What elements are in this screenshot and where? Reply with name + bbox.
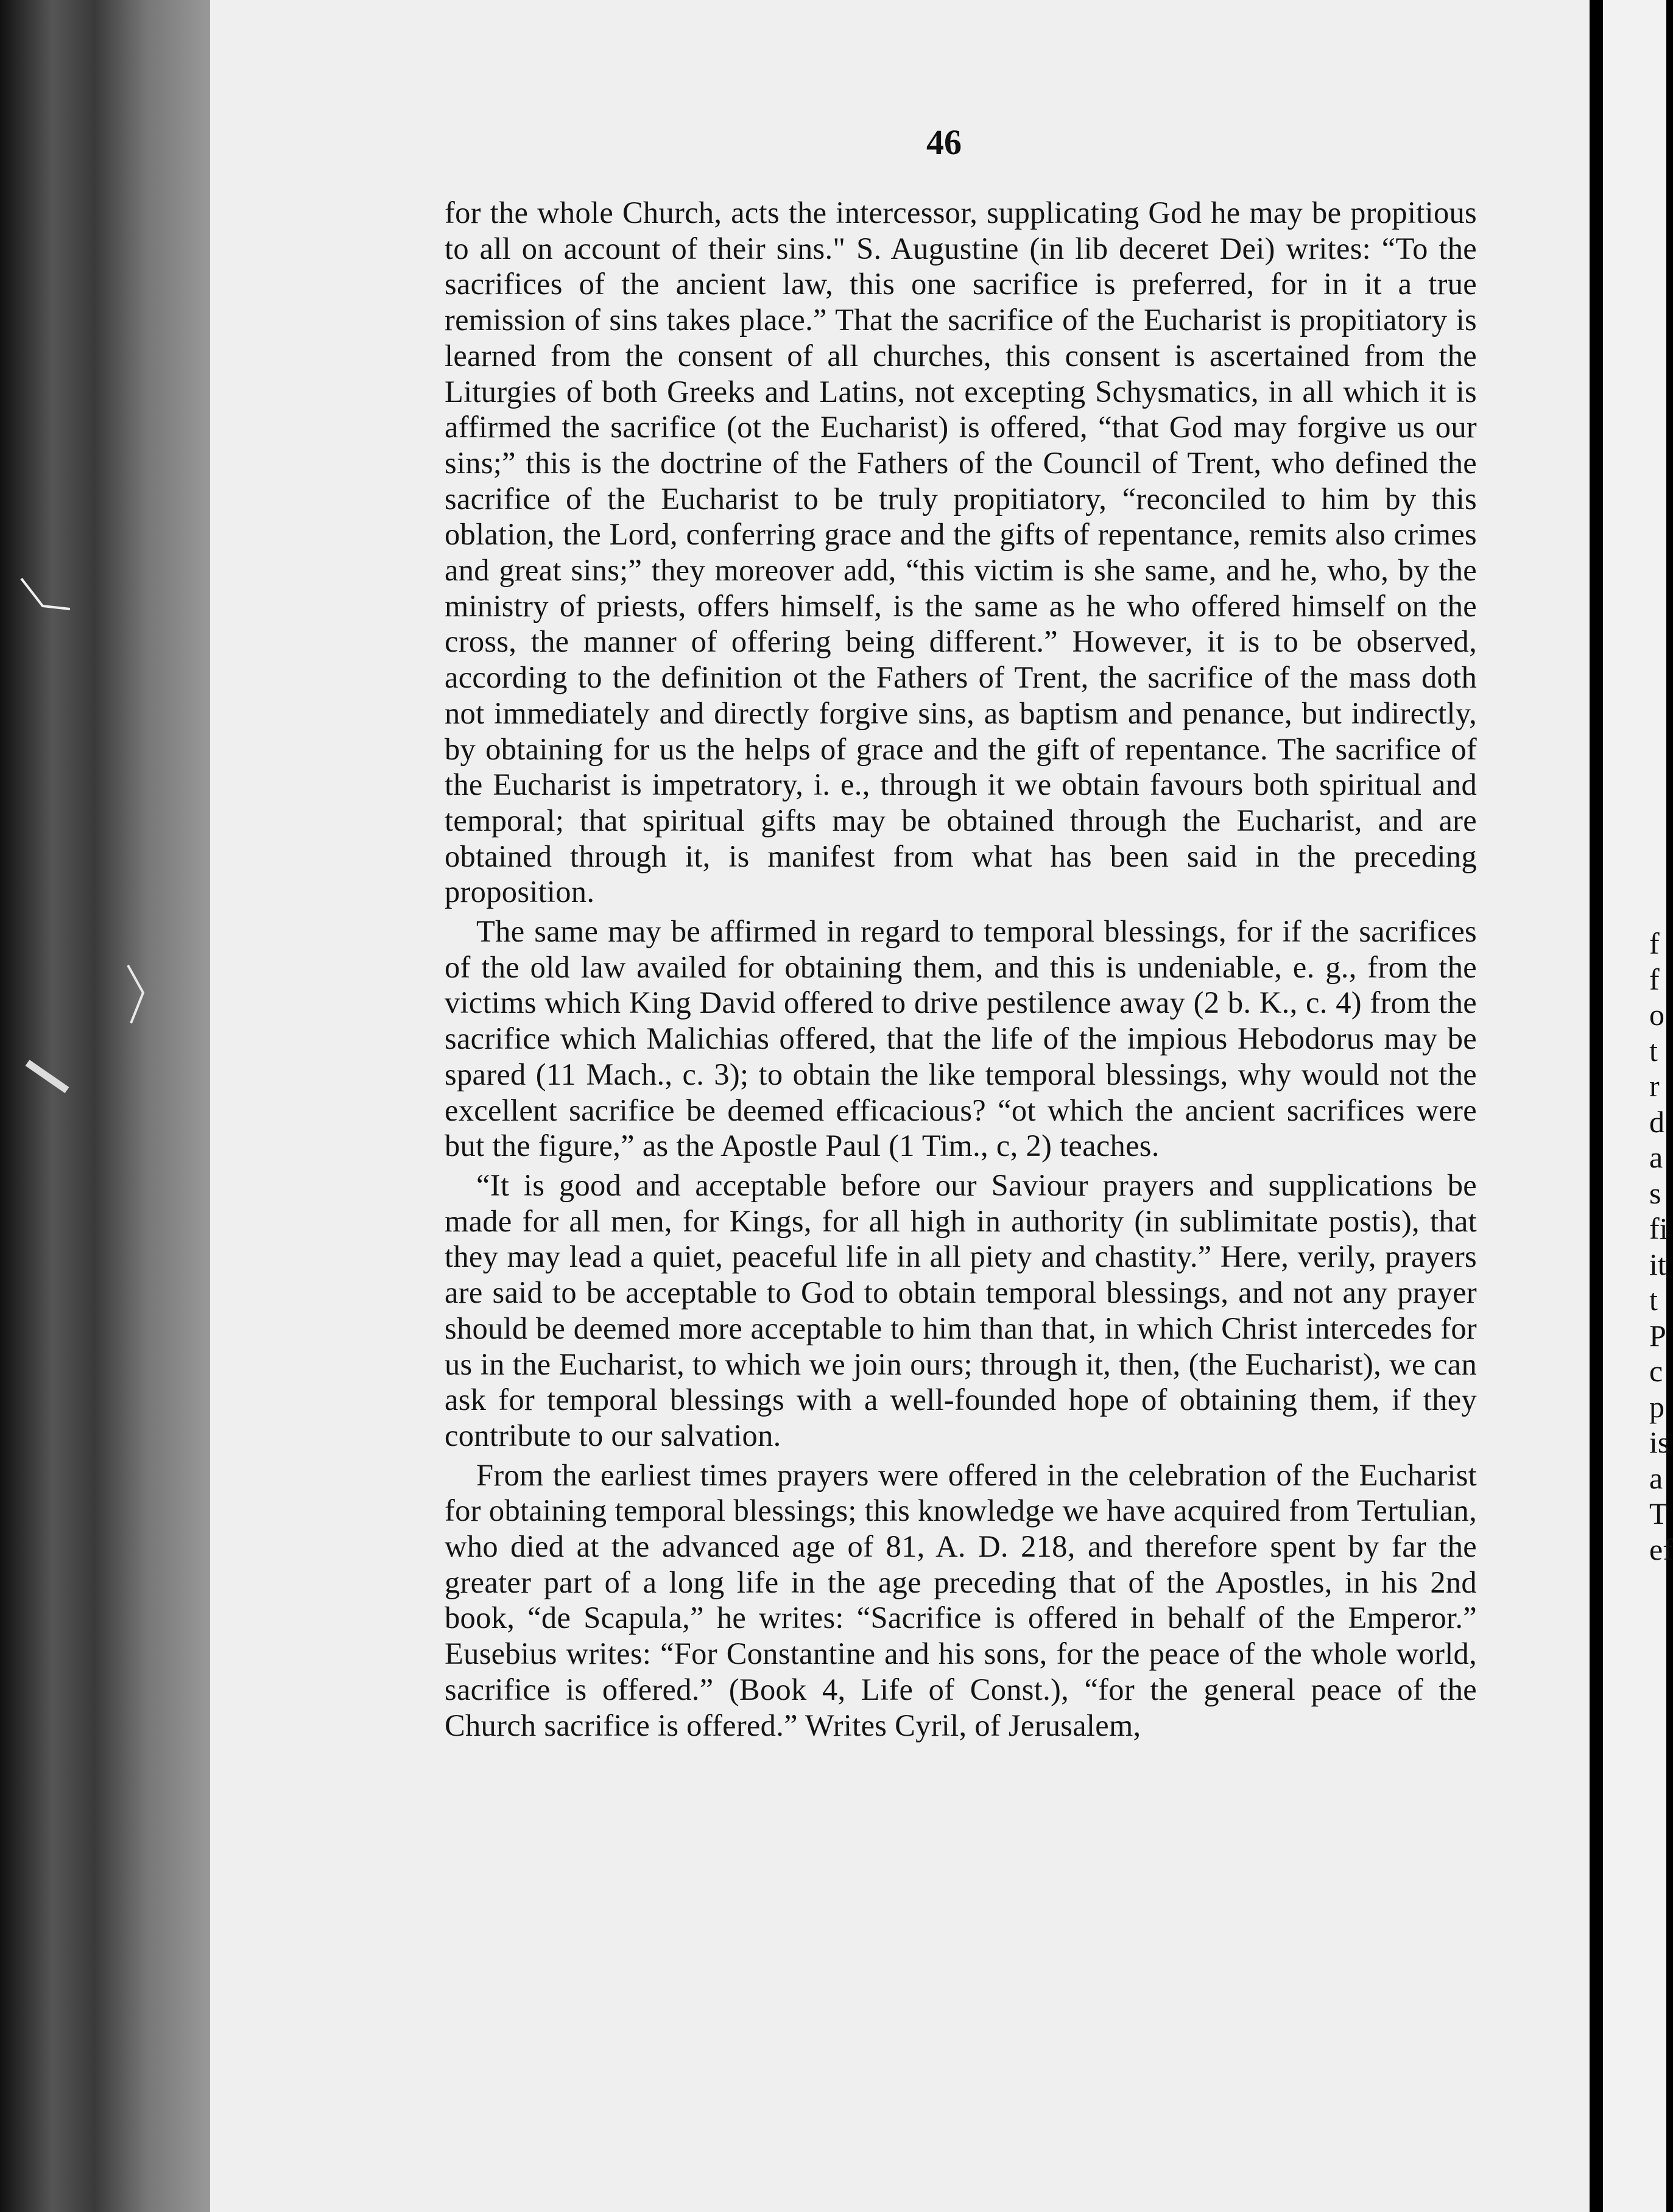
paragraph-2: The same may be affirmed in regard to temporal blessings, for if the sacrifices of the old law availed for obtaining them, and this is undeniable, e. g., from the victims which King David offered to drive pestilence away (2 b. K., c. 4) from the sacrifice which Malichias offered, that the life of the impious Hebodorus may be spared (11 Mach., c. 3); to obtain the like temporal blessings, why would not the excellent sacrifice be deemed efficacious? “ot which the ancient sacrifices were but the figure,” as the Apostle Paul (1 Tim., c, 2) teaches. — [445, 914, 1477, 1163]
facing-letter: c — [1649, 1354, 1663, 1388]
facing-page-letters — [1649, 926, 1673, 1567]
paragraph-1: for the whole Church, acts the intercessor, supplicating God he may be propitious to all on account of their sins." S. Augustine (in lib deceret Dei) writes: “To the sacrifices of the ancient law, this one sacrifice is preferred, for in it a true remission of sins takes place.” That the sacrifice of the Eucharist is propitiatory is learned from the consent of all churches, this consent is ascertained from the Liturgies of both Greeks and Latins, not excepting Schysmatics, in all which it is affirmed the sacrifice (ot the Eucharist) is offered, “that God may forgive us our sins;” this is the doctrine of the Fathers of the Council of Trent, who defined the sacrifice of the Eucharist to be truly propitiatory, “reconciled to him by this oblation, the Lord, conferring grace and the gifts of repentance, remits also crimes and great sins;” they moreover add, “this victim is she same, and he, who, by the ministry of priests, offers himself, is the same as he who offered himself on the cross, the manner of offering being different.” However, it is to be observed, according to the definition ot the Fathers of Trent, the sacrifice of the mass doth not immediately and directly forgive sins, as baptism and penance, but indirectly, by obtaining for us the helps of grace and the gift of repentance. The sacrifice of the Eucharist is impetratory, i. e., through it we obtain favours both spiritual and temporal; that spiritual gifts may be obtained through the Eucharist, and are obtained through it, is manifest from what has been said in the preceding proposition. — [445, 195, 1477, 909]
scan-crease-mark — [24, 1060, 73, 1096]
facing-letter: fi — [1649, 1211, 1668, 1245]
facing-letter: s — [1649, 1175, 1661, 1210]
facing-letter: it — [1649, 1247, 1666, 1281]
facing-letter: is — [1649, 1425, 1670, 1459]
paragraph-4: From the earliest times prayers were offered in the celebration of the Eucharist for obtaining temporal blessings; this knowledge we have acquired from Tertulian, who died at the advanced age of 81, A. D. 218, and therefore spent by far the greater part of a long life in the age preceding that of the Apostles, in his 2nd book, “de Scapula,” he writes: “Sacrifice is offered in behalf of the Emperor.” Eusebius writes: “For Constantine and his sons, for the peace of the whole world, sacrifice is offered.” (Book 4, Life of Const.), “for the general peace of the Church sacrifice is offered.” Writes Cyril, of Jerusalem, — [445, 1457, 1477, 1742]
page-body-text — [445, 195, 1477, 1747]
facing-letter: r — [1649, 1069, 1660, 1103]
facing-letter: a — [1649, 1140, 1663, 1174]
facing-letter: T — [1649, 1496, 1668, 1530]
facing-letter: p — [1649, 1389, 1664, 1424]
facing-letter: o — [1649, 998, 1664, 1032]
page-gutter — [1594, 0, 1603, 2212]
page-number: 46 — [926, 122, 962, 162]
facing-letter: t — [1649, 1283, 1658, 1317]
paragraph-3: “It is good and acceptable before our Saviour prayers and supplications be made for all men, for Kings, for all high in authority (in sublimitate postis), that they may lead a quiet, peaceful life in all piety and chastity.” Here, verily, prayers are said to be acceptable to God to obtain temporal blessings, and not any prayer should be deemed more acceptable to him than that, in which Christ intercedes for us in the Eucharist, to which we join ours; through it, then, (the Eucharist), we can ask for temporal blessings with a well-founded hope of obtaining them, if they contribute to our salvation. — [445, 1168, 1477, 1453]
book-edge-shadow — [0, 0, 210, 2212]
facing-letter: f — [1649, 962, 1660, 996]
facing-letter: d — [1649, 1104, 1664, 1139]
scan-crease-mark — [18, 572, 73, 621]
facing-letter: t — [1649, 1033, 1658, 1068]
facing-letter: ef — [1649, 1532, 1673, 1566]
facing-letter: f — [1649, 926, 1660, 960]
facing-letter: a — [1649, 1460, 1663, 1495]
facing-letter: P — [1649, 1318, 1666, 1353]
scan-crease-mark — [119, 962, 155, 1029]
